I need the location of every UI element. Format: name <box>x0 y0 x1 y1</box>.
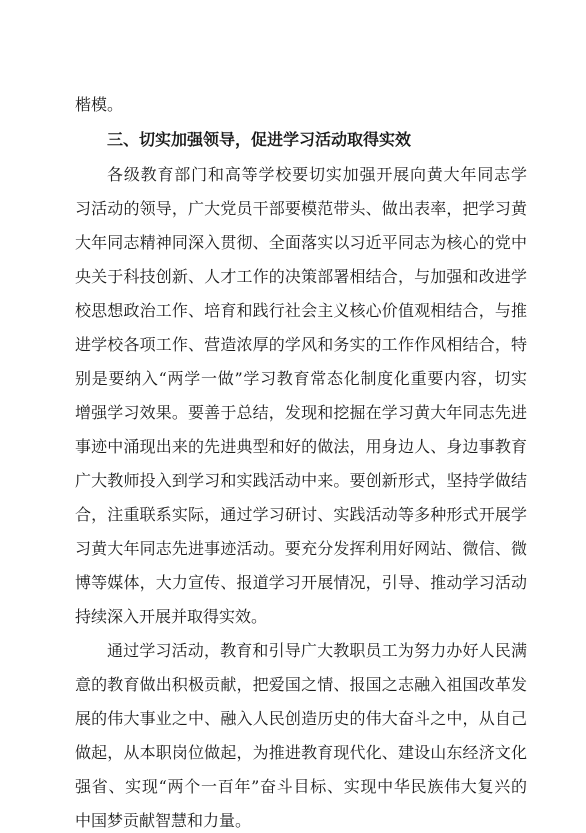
paragraph-line: 习活动的领导，广大党员干部要模范带头、做出表率，把学习黄 <box>75 199 527 218</box>
paragraph-line: 事迹中涌现出来的先进典型和好的做法，用身边人、身边事教育 <box>75 437 527 456</box>
section-heading: 三、切实加强领导，促进学习活动取得实效 <box>107 130 412 149</box>
paragraph-line: 做起，从本职岗位做起，为推进教育现代化、建设山东经济文化 <box>75 743 527 762</box>
paragraph-line: 央关于科技创新、人才工作的决策部署相结合，与加强和改进学 <box>75 267 527 286</box>
paragraph-line: 持续深入开展并取得实效。 <box>75 607 268 626</box>
paragraph-line: 别是要纳入“两学一做”学习教育常态化制度化重要内容，切实 <box>75 369 527 388</box>
paragraph-line: 楷模。 <box>75 95 124 114</box>
paragraph-line: 意的教育做出积极贡献，把爱国之情、报国之志融入祖国改革发 <box>75 675 527 694</box>
paragraph-line: 强省、实现“两个一百年”奋斗目标、实现中华民族伟大复兴的 <box>75 777 527 796</box>
paragraph-line: 博等媒体，大力宣传、报道学习开展情况，引导、推动学习活动 <box>75 573 527 592</box>
paragraph-line: 通过学习活动，教育和引导广大教职员工为努力办好人民满 <box>107 641 527 660</box>
paragraph-line: 校思想政治工作、培育和践行社会主义核心价值观相结合，与推 <box>75 301 527 320</box>
paragraph-line: 大年同志精神同深入贯彻、全面落实以习近平同志为核心的党中 <box>75 233 527 252</box>
paragraph-line: 中国梦贡献智慧和力量。 <box>75 811 252 830</box>
paragraph-line: 展的伟大事业之中、融入人民创造历史的伟大奋斗之中，从自己 <box>75 709 527 728</box>
paragraph-line: 广大教师投入到学习和实践活动中来。要创新形式，坚持学做结 <box>75 471 527 490</box>
paragraph-line: 进学校各项工作、营造浓厚的学风和务实的工作作风相结合，特 <box>75 335 527 354</box>
paragraph-line: 合，注重联系实际，通过学习研讨、实践活动等多种形式开展学 <box>75 505 527 524</box>
paragraph-line: 各级教育部门和高等学校要切实加强开展向黄大年同志学 <box>107 165 527 184</box>
paragraph-line: 习黄大年同志先进事迹活动。要充分发挥利用好网站、微信、微 <box>75 539 527 558</box>
paragraph-line: 增强学习效果。要善于总结，发现和挖掘在学习黄大年同志先进 <box>75 403 527 422</box>
